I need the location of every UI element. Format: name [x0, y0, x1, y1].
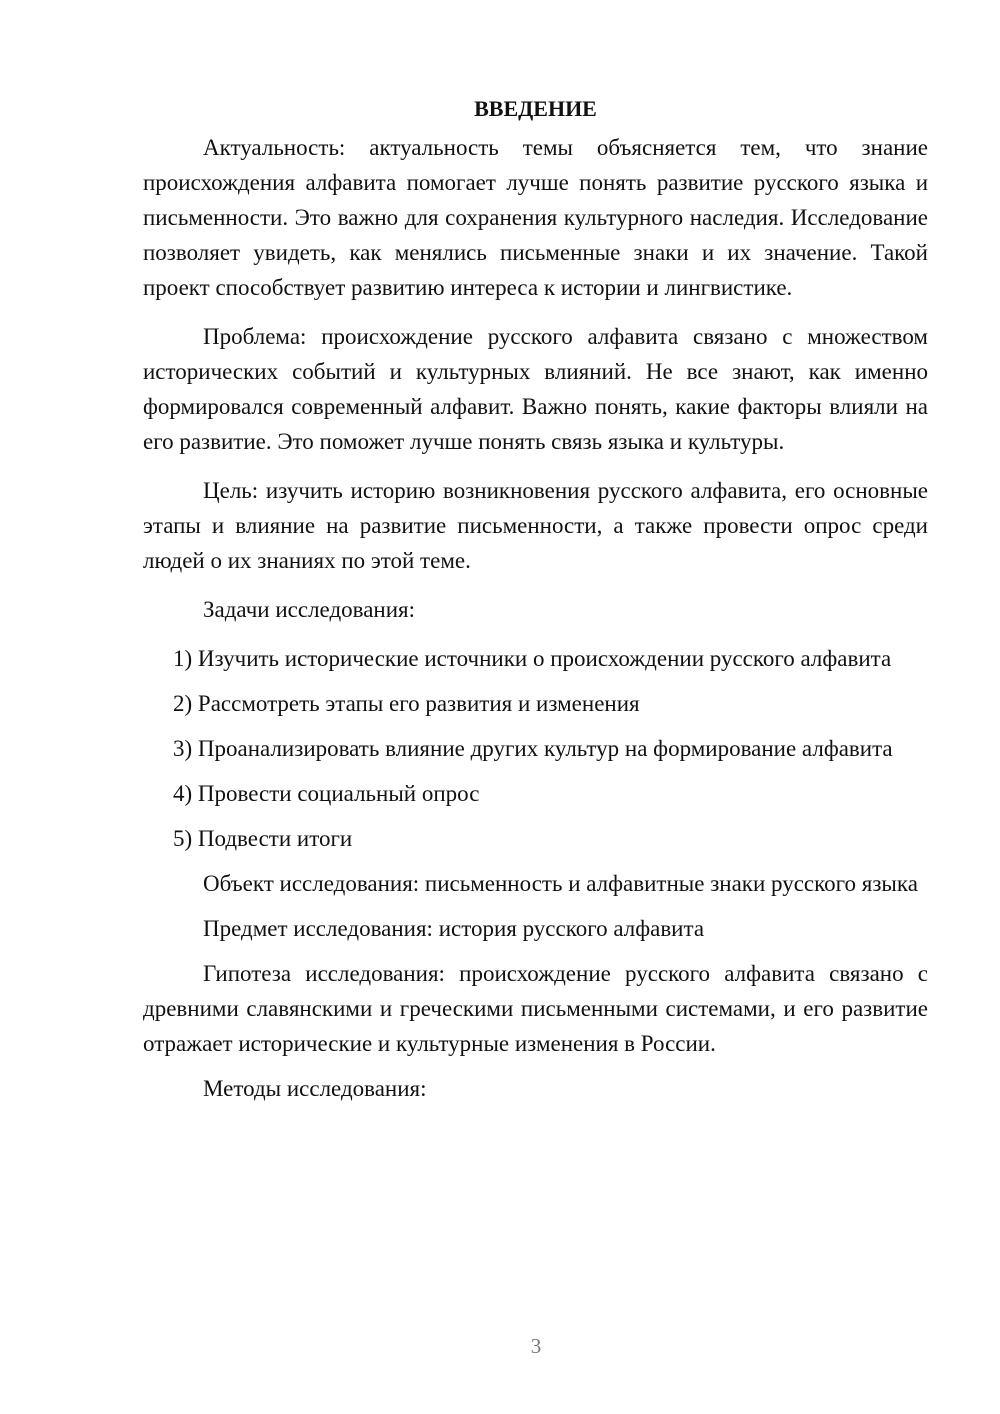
task-item-2: 2) Рассмотреть этапы его развития и изменения	[173, 691, 640, 716]
hypothesis-paragraph: Гипотеза исследования: происхождение русского алфавита связано с древними славянскими и греческими письменными системами, и его развитие отражает исторические и культурные изменения в России.	[143, 961, 928, 1056]
subject-paragraph: Предмет исследования: история русского алфавита	[203, 916, 705, 941]
problem-paragraph: Проблема: происхождение русского алфавита связано с множеством исторических событий и культурных влияний. Не все знают, как именно формировался современный алфавит. Важно понять, какие факторы влияли на его развитие. Это поможет лучше понять связь языка и культуры.	[143, 324, 928, 454]
page-number: 3	[530, 1334, 542, 1358]
task-item-3: 3) Проанализировать влияние других культур на формирование алфавита	[173, 736, 893, 761]
section-title: ВВЕДЕНИЕ	[474, 96, 597, 121]
page-content	[143, 94, 928, 1116]
tasks-heading: Задачи исследования:	[203, 597, 416, 622]
goal-paragraph: Цель: изучить историю возникновения русского алфавита, его основные этапы и влияние на развитие письменности, а также провести опрос среди людей о их знаниях по этой теме.	[143, 478, 928, 573]
task-item-1: 1) Изучить исторические источники о происхождении русского алфавита	[173, 646, 892, 671]
object-paragraph: Объект исследования: письменность и алфавитные знаки русского языка	[203, 871, 918, 896]
task-item-5: 5) Подвести итоги	[173, 826, 353, 851]
methods-heading: Методы исследования:	[203, 1076, 427, 1101]
relevance-paragraph: Актуальность: актуальность темы объясняется тем, что знание происхождения алфавита помогает лучше понять развитие русского языка и письменности. Это важно для сохранения культурного наследия. Исследование позволяет увидеть, как менялись письменные знаки и их значение. Такой проект способствует развитию интереса к истории и лингвистике.	[143, 135, 928, 300]
task-item-4: 4) Провести социальный опрос	[173, 781, 480, 806]
